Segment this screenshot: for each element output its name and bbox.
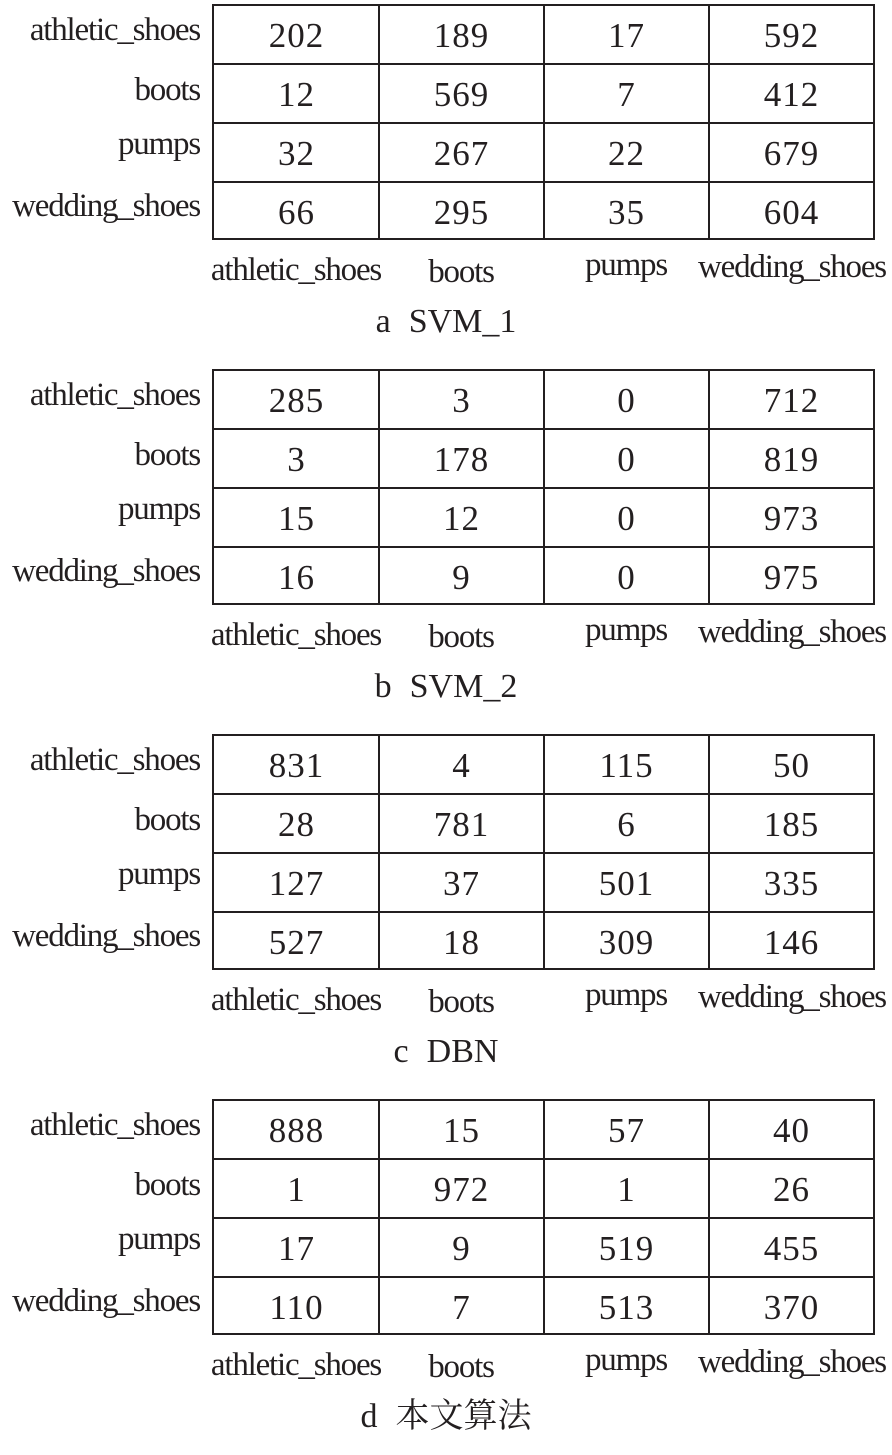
matrix-grid (212, 1099, 875, 1335)
column-label: pumps (584, 1342, 668, 1378)
matrix-cell: 569 (433, 74, 490, 114)
matrix-cell: 9 (452, 557, 471, 597)
matrix-cell: 3 (452, 380, 471, 420)
matrix-cell: 9 (452, 1228, 471, 1268)
row-label: boots (134, 72, 200, 108)
matrix-cell: 15 (278, 498, 315, 538)
matrix-cell: 501 (598, 863, 655, 903)
column-label: pumps (584, 612, 668, 648)
caption-method-name: SVM_1 (408, 303, 517, 340)
matrix-cell: 679 (763, 133, 820, 173)
matrix-cell: 18 (443, 922, 480, 962)
caption-letter: c (393, 1033, 409, 1070)
matrix-cell: 110 (269, 1287, 324, 1327)
column-label: boots (428, 1349, 494, 1385)
caption-method-name: SVM_2 (409, 668, 518, 705)
matrix-cell: 189 (433, 15, 490, 55)
row-label: wedding_shoes (12, 1283, 200, 1319)
matrix-cell: 370 (763, 1287, 820, 1327)
matrix-cell: 7 (452, 1287, 471, 1327)
matrix-cell: 57 (608, 1110, 645, 1150)
column-label: athletic_shoes (210, 252, 382, 288)
matrix-cell: 15 (443, 1110, 480, 1150)
row-label: athletic_shoes (29, 377, 200, 413)
matrix-cell: 12 (443, 498, 480, 538)
row-label: boots (134, 1167, 200, 1203)
matrix-cell: 127 (268, 863, 325, 903)
matrix-cell: 28 (278, 804, 315, 844)
column-label: boots (428, 254, 494, 290)
matrix-cell: 12 (278, 74, 315, 114)
matrix-cell: 146 (763, 922, 820, 962)
matrix-cell: 295 (433, 192, 490, 232)
matrix-cell: 1 (617, 1169, 636, 1209)
row-label: wedding_shoes (12, 188, 200, 224)
matrix-panel (0, 1095, 892, 1455)
matrix-cell: 519 (598, 1228, 655, 1268)
matrix-cell: 40 (773, 1110, 810, 1150)
column-label: wedding_shoes (698, 614, 886, 650)
column-label: pumps (584, 977, 668, 1013)
matrix-cell: 819 (763, 439, 820, 479)
matrix-caption (0, 1030, 892, 1074)
matrix-cell: 972 (433, 1169, 490, 1209)
matrix-cell: 178 (433, 439, 490, 479)
matrix-panel (0, 730, 892, 1090)
row-label: boots (134, 437, 200, 473)
matrix-grid (212, 734, 875, 970)
matrix-cell: 7 (617, 74, 636, 114)
caption-method-name: DBN (426, 1033, 499, 1070)
matrix-cell: 604 (763, 192, 820, 232)
row-label: pumps (117, 856, 200, 892)
row-label: pumps (117, 126, 200, 162)
matrix-caption (0, 300, 892, 344)
matrix-cell: 50 (773, 745, 810, 785)
matrix-cell: 185 (763, 804, 820, 844)
matrix-cell: 4 (452, 745, 471, 785)
matrix-cell: 527 (268, 922, 325, 962)
caption-letter: d (360, 1398, 378, 1435)
column-label: athletic_shoes (210, 982, 382, 1018)
row-label: athletic_shoes (29, 742, 200, 778)
matrix-cell: 592 (763, 15, 820, 55)
column-label: wedding_shoes (698, 249, 886, 285)
column-label: boots (428, 984, 494, 1020)
matrix-cell: 975 (763, 557, 820, 597)
matrix-cell: 0 (617, 557, 636, 597)
matrix-cell: 6 (617, 804, 636, 844)
matrix-cell: 712 (763, 380, 820, 420)
row-label: wedding_shoes (12, 918, 200, 954)
matrix-panel (0, 0, 892, 360)
column-label: boots (428, 619, 494, 655)
matrix-cell: 115 (599, 745, 654, 785)
matrix-caption (0, 665, 892, 709)
matrix-panel (0, 365, 892, 725)
matrix-cell: 267 (433, 133, 490, 173)
matrix-cell: 335 (763, 863, 820, 903)
matrix-cell: 513 (598, 1287, 655, 1327)
row-label: pumps (117, 491, 200, 527)
matrix-cell: 888 (268, 1110, 325, 1150)
row-label: athletic_shoes (29, 1107, 200, 1143)
row-label: boots (134, 802, 200, 838)
column-label: wedding_shoes (698, 1344, 886, 1380)
matrix-grid (212, 4, 875, 240)
caption-method-name: 本文算法 (395, 1398, 532, 1435)
matrix-cell: 16 (278, 557, 315, 597)
matrix-cell: 973 (763, 498, 820, 538)
matrix-cell: 781 (433, 804, 490, 844)
matrix-cell: 412 (763, 74, 820, 114)
caption-letter: a (375, 303, 391, 340)
matrix-cell: 285 (268, 380, 325, 420)
matrix-cell: 0 (617, 380, 636, 420)
matrix-cell: 35 (608, 192, 645, 232)
matrix-cell: 17 (278, 1228, 315, 1268)
matrix-cell: 455 (763, 1228, 820, 1268)
matrix-cell: 3 (287, 439, 306, 479)
matrix-caption (0, 1395, 892, 1439)
matrix-cell: 831 (268, 745, 325, 785)
matrix-cell: 0 (617, 439, 636, 479)
column-label: athletic_shoes (210, 617, 382, 653)
matrix-cell: 202 (268, 15, 325, 55)
row-label: wedding_shoes (12, 553, 200, 589)
matrix-cell: 17 (608, 15, 645, 55)
matrix-cell: 66 (278, 192, 315, 232)
matrix-cell: 309 (598, 922, 655, 962)
column-label: athletic_shoes (210, 1347, 382, 1383)
row-label: pumps (117, 1221, 200, 1257)
column-label: pumps (584, 247, 668, 283)
matrix-cell: 37 (443, 863, 480, 903)
row-label: athletic_shoes (29, 12, 200, 48)
matrix-grid (212, 369, 875, 605)
caption-letter: b (374, 668, 392, 705)
matrix-cell: 32 (278, 133, 315, 173)
matrix-cell: 26 (773, 1169, 810, 1209)
column-label: wedding_shoes (698, 979, 886, 1015)
matrix-cell: 1 (287, 1169, 306, 1209)
matrix-cell: 22 (608, 133, 645, 173)
matrix-cell: 0 (617, 498, 636, 538)
